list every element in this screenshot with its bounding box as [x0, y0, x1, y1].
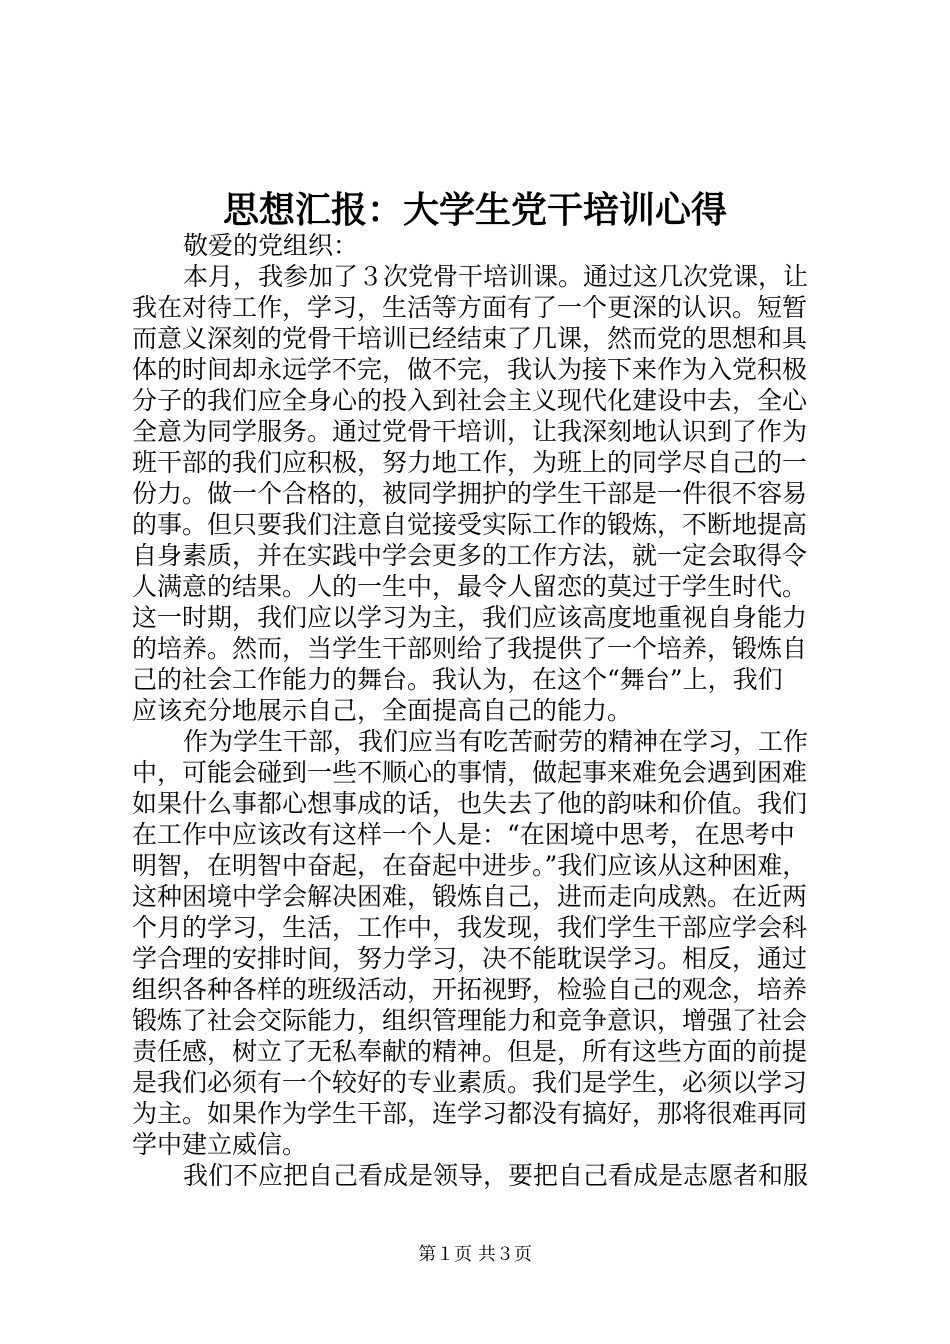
- paragraph-line: 全意为同学服务。通过党骨干培训，让我深刻地认识到了作为: [132, 417, 808, 446]
- paragraph-line: 锻炼了社会交际能力，组织管理能力和竞争意识，增强了社会: [132, 1006, 808, 1035]
- paragraph-line: 而意义深刻的党骨干培训已经结束了几课，然而党的思想和具: [132, 324, 808, 353]
- paragraph-line: 我们不应把自己看成是领导，要把自己看成是志愿者和服: [183, 1161, 809, 1190]
- paragraph-line: 这种困境中学会解决困难，锻炼自己，进而走向成熟。在近两: [132, 882, 808, 911]
- paragraph: [0, 726, 950, 1160]
- paragraph-line: 学中建立威信。: [132, 1130, 308, 1159]
- paragraph-line: 应该充分地展示自己，全面提高自己的能力。: [132, 696, 633, 725]
- document-body: [0, 230, 950, 1191]
- paragraph-line: 作为学生干部，我们应当有吃苦耐劳的精神在学习，工作: [183, 727, 809, 756]
- document-title: 思想汇报：大学生党干培训心得: [222, 189, 727, 231]
- paragraph-line: 这一时期，我们应以学习为主，我们应该高度地重视自身能力: [132, 603, 808, 632]
- paragraph-line: 我在对待工作，学习，生活等方面有了一个更深的认识。短暂: [132, 293, 808, 322]
- paragraph-line: 在工作中应该改有这样一个人是：“在困境中思考，在思考中: [132, 820, 795, 849]
- paragraph-line: 学合理的安排时间，努力学习，决不能耽误学习。相反，通过: [132, 944, 808, 973]
- paragraph-line: 分子的我们应全身心的投入到社会主义现代化建设中去，全心: [132, 386, 808, 415]
- paragraph-line: 明智，在明智中奋起，在奋起中进步。”我们应该从这种困难，: [132, 851, 808, 880]
- paragraph-line: 人满意的结果。人的一生中，最令人留恋的莫过于学生时代。: [132, 572, 808, 601]
- paragraph-line: 责任感，树立了无私奉献的精神。但是，所有这些方面的前提: [132, 1037, 808, 1066]
- paragraph-line: 份力。做一个合格的，被同学拥护的学生干部是一件很不容易: [132, 479, 808, 508]
- paragraph-line: 个月的学习，生活，工作中，我发现，我们学生干部应学会科: [132, 913, 808, 942]
- paragraph-container: [0, 261, 950, 1191]
- paragraph-line: 的培养。然而，当学生干部则给了我提供了一个培养，锻炼自: [132, 634, 808, 663]
- paragraph-line: 组织各种各样的班级活动，开拓视野，检验自己的观念，培养: [132, 975, 808, 1004]
- paragraph-line: 是我们必须有一个较好的专业素质。我们是学生，必须以学习: [132, 1068, 808, 1097]
- paragraph-line: 己的社会工作能力的舞台。我认为，在这个“舞台”上，我们: [132, 665, 783, 694]
- paragraph-line: 班干部的我们应积极，努力地工作，为班上的同学尽自己的一: [132, 448, 808, 477]
- paragraph-line: 本月，我参加了３次党骨干培训课。通过这几次党课，让: [183, 262, 809, 291]
- paragraph-line: 为主。如果作为学生干部，连学习都没有搞好，那将很难再同: [132, 1099, 808, 1128]
- paragraph-line: 如果什么事都心想事成的话，也失去了他的韵味和价值。我们: [132, 789, 808, 818]
- page-footer: 第１页 共３页: [418, 1244, 532, 1265]
- paragraph-line: 中，可能会碰到一些不顺心的事情，做起事来难免会遇到困难: [132, 758, 808, 787]
- paragraph: [0, 261, 950, 726]
- paragraph-line: 的事。但只要我们注意自觉接受实际工作的锻炼，不断地提高: [132, 510, 808, 539]
- paragraph-line: 自身素质，并在实践中学会更多的工作方法，就一定会取得令: [132, 541, 808, 570]
- paragraph: [0, 1160, 950, 1191]
- salutation: 敬爱的党组织：: [183, 231, 359, 260]
- paragraph-line: 体的时间却永远学不完，做不完，我认为接下来作为入党积极: [132, 355, 808, 384]
